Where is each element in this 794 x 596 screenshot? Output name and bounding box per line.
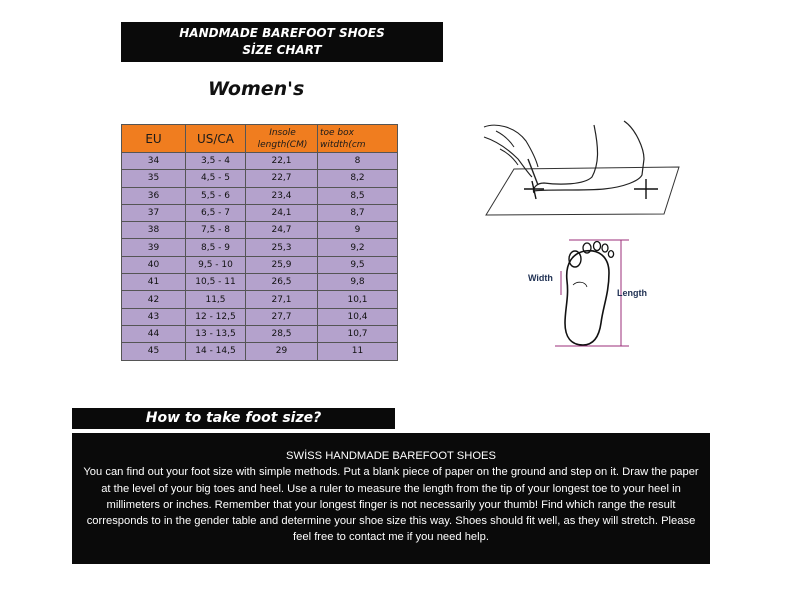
- cell-usca: 5,5 - 6: [186, 187, 246, 204]
- cell-insole: 24,7: [246, 222, 318, 239]
- cell-eu: 37: [122, 204, 186, 221]
- cell-toebox: 10,4: [318, 308, 398, 325]
- cell-insole: 28,5: [246, 325, 318, 342]
- cell-eu: 44: [122, 325, 186, 342]
- cell-toebox: 9: [318, 222, 398, 239]
- table-row: [122, 325, 398, 342]
- cell-usca: 6,5 - 7: [186, 204, 246, 221]
- table-row: [122, 343, 398, 360]
- instructions-heading: SWİSS HANDMADE BAREFOOT SHOES: [286, 450, 496, 462]
- table-row: [122, 239, 398, 256]
- cell-insole: 22,1: [246, 153, 318, 170]
- cell-usca: 12 - 12,5: [186, 308, 246, 325]
- table-row: [122, 256, 398, 273]
- cell-toebox: 8,7: [318, 204, 398, 221]
- cell-eu: 41: [122, 274, 186, 291]
- cell-usca: 11,5: [186, 291, 246, 308]
- header-toebox: toe box witdth(cm: [318, 125, 398, 153]
- table-row: [122, 204, 398, 221]
- chart-title-line1: HANDMADE BAREFOOT SHOES: [179, 26, 385, 40]
- table-row: [122, 274, 398, 291]
- width-label: Width: [528, 273, 553, 283]
- cell-toebox: 8,5: [318, 187, 398, 204]
- cell-insole: 29: [246, 343, 318, 360]
- table-row: [122, 170, 398, 187]
- cell-eu: 38: [122, 222, 186, 239]
- cell-insole: 26,5: [246, 274, 318, 291]
- cell-usca: 14 - 14,5: [186, 343, 246, 360]
- cell-insole: 25,3: [246, 239, 318, 256]
- chart-title-line2: SİZE CHART: [242, 43, 322, 57]
- cell-eu: 39: [122, 239, 186, 256]
- cell-eu: 34: [122, 153, 186, 170]
- section-title-womens: Women's: [208, 78, 305, 100]
- cell-usca: 8,5 - 9: [186, 239, 246, 256]
- table-row: [122, 187, 398, 204]
- table-row: [122, 153, 398, 170]
- cell-insole: 24,1: [246, 204, 318, 221]
- footprint-diagram: [525, 233, 655, 351]
- header-insole: Insole length(CM): [246, 125, 318, 153]
- cell-toebox: 10,1: [318, 291, 398, 308]
- header-usca: US/CA: [186, 125, 246, 153]
- instructions-box: [72, 433, 710, 564]
- chart-title-box: [121, 22, 443, 62]
- cell-insole: 27,7: [246, 308, 318, 325]
- cell-toebox: 9,8: [318, 274, 398, 291]
- cell-insole: 25,9: [246, 256, 318, 273]
- cell-usca: 10,5 - 11: [186, 274, 246, 291]
- cell-toebox: 11: [318, 343, 398, 360]
- cell-toebox: 8: [318, 153, 398, 170]
- cell-toebox: 8,2: [318, 170, 398, 187]
- cell-toebox: 9,5: [318, 256, 398, 273]
- cell-insole: 23,4: [246, 187, 318, 204]
- cell-eu: 42: [122, 291, 186, 308]
- cell-eu: 45: [122, 343, 186, 360]
- table-header-row: [122, 125, 398, 153]
- table-row: [122, 222, 398, 239]
- length-label: Length: [617, 288, 647, 298]
- cell-toebox: 10,7: [318, 325, 398, 342]
- cell-usca: 7,5 - 8: [186, 222, 246, 239]
- cell-eu: 35: [122, 170, 186, 187]
- table-row: [122, 291, 398, 308]
- cell-usca: 4,5 - 5: [186, 170, 246, 187]
- size-table: [121, 124, 398, 361]
- cell-eu: 40: [122, 256, 186, 273]
- cell-toebox: 9,2: [318, 239, 398, 256]
- cell-usca: 3,5 - 4: [186, 153, 246, 170]
- cell-usca: 9,5 - 10: [186, 256, 246, 273]
- cell-eu: 43: [122, 308, 186, 325]
- cell-insole: 22,7: [246, 170, 318, 187]
- how-to-title: How to take foot size?: [72, 408, 395, 429]
- cell-insole: 27,1: [246, 291, 318, 308]
- foot-measure-illustration: [474, 119, 689, 219]
- cell-eu: 36: [122, 187, 186, 204]
- cell-usca: 13 - 13,5: [186, 325, 246, 342]
- instructions-body: You can find out your foot size with simple methods. Put a blank piece of paper on the ground and step on it. Draw the paper at the level of your big toes and heel. Use a ruler to measure the length from the tip of your longest toe to your heel in millimeters or inches. Remember that your longest finger is not necessarily your thumb! Find which range the result corresponds to in the gender table and determine your shoe size this way. Shoes should fit well, as they will stretch. Please feel free to contact me if you need help.: [83, 466, 699, 544]
- header-eu: EU: [122, 125, 186, 153]
- table-row: [122, 308, 398, 325]
